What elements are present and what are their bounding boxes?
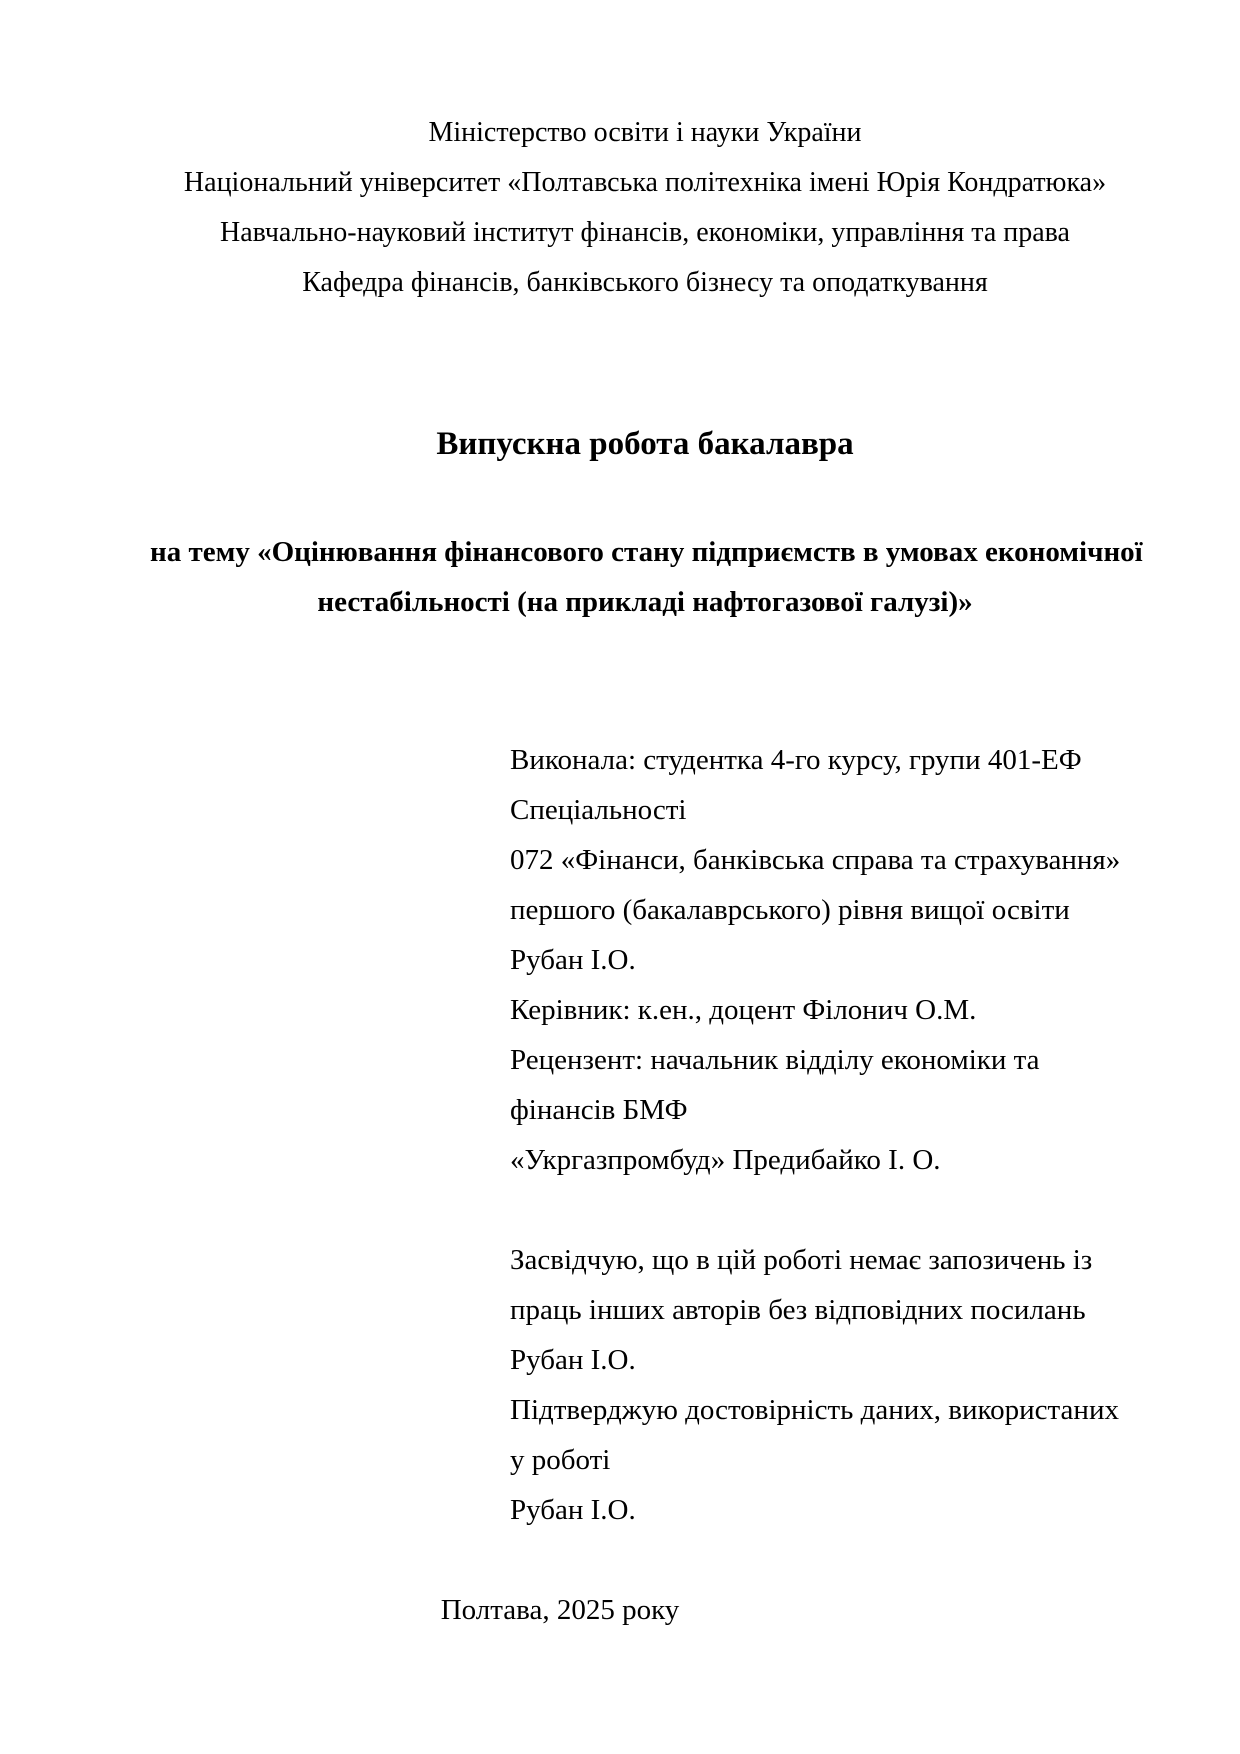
specialty-label-line: Спеціальності [510, 794, 687, 826]
executor-line: Виконала: студентка 4-го курсу, групи 401-ЕФ [510, 744, 1082, 776]
department-line: Кафедра фінансів, банківського бізнесу та оподаткування [302, 267, 988, 298]
supervisor-line: Керівник: к.ен., доцент Філонич О.М. [510, 994, 977, 1026]
affirmation-line: Засвідчую, що в цій роботі немає запозичень із [510, 1244, 1093, 1276]
institution-header [150, 108, 1140, 308]
affirmation-block [510, 1235, 1140, 1535]
affirmation-line: Підтверджую достовірність даних, використаних [510, 1394, 1119, 1426]
ministry-line: Міністерство освіти і науки України [428, 117, 862, 148]
thesis-title: Випускна робота бакалавра [436, 426, 854, 462]
affirmation-signature-line: Рубан І.О. [510, 1344, 636, 1376]
reviewer-line: фінансів БМФ [510, 1094, 688, 1126]
affirmation-line: праць інших авторів без відповідних посилань [510, 1294, 1086, 1326]
education-level-line: першого (бакалаврського) рівня вищої освіти [510, 894, 1070, 926]
university-line: Національний університет «Полтавська політехніка імені Юрія Кондратюка» [183, 167, 1107, 198]
topic-line: нестабільності (на прикладі нафтогазової галузі)» [317, 586, 973, 618]
topic-line: на тему «Оцінювання фінансового стану підприємств в умовах економічної [150, 536, 1143, 568]
reviewer-line: «Укргазпромбуд» Предибайко І. О. [510, 1144, 941, 1176]
city-year-line: Полтава, 2025 року [440, 1594, 680, 1626]
affirmation-signature-line: Рубан І.О. [510, 1494, 636, 1526]
institute-line: Навчально-науковий інститут фінансів, економіки, управління та права [220, 217, 1070, 248]
affirmation-line: у роботі [510, 1444, 611, 1476]
specialty-code-line: 072 «Фінанси, банківська справа та страхування» [510, 844, 1121, 876]
thesis-topic [150, 527, 1143, 627]
student-name-line: Рубан І.О. [510, 944, 636, 976]
credits-block [510, 735, 1140, 1185]
reviewer-line: Рецензент: начальник відділу економіки та [510, 1044, 1040, 1076]
